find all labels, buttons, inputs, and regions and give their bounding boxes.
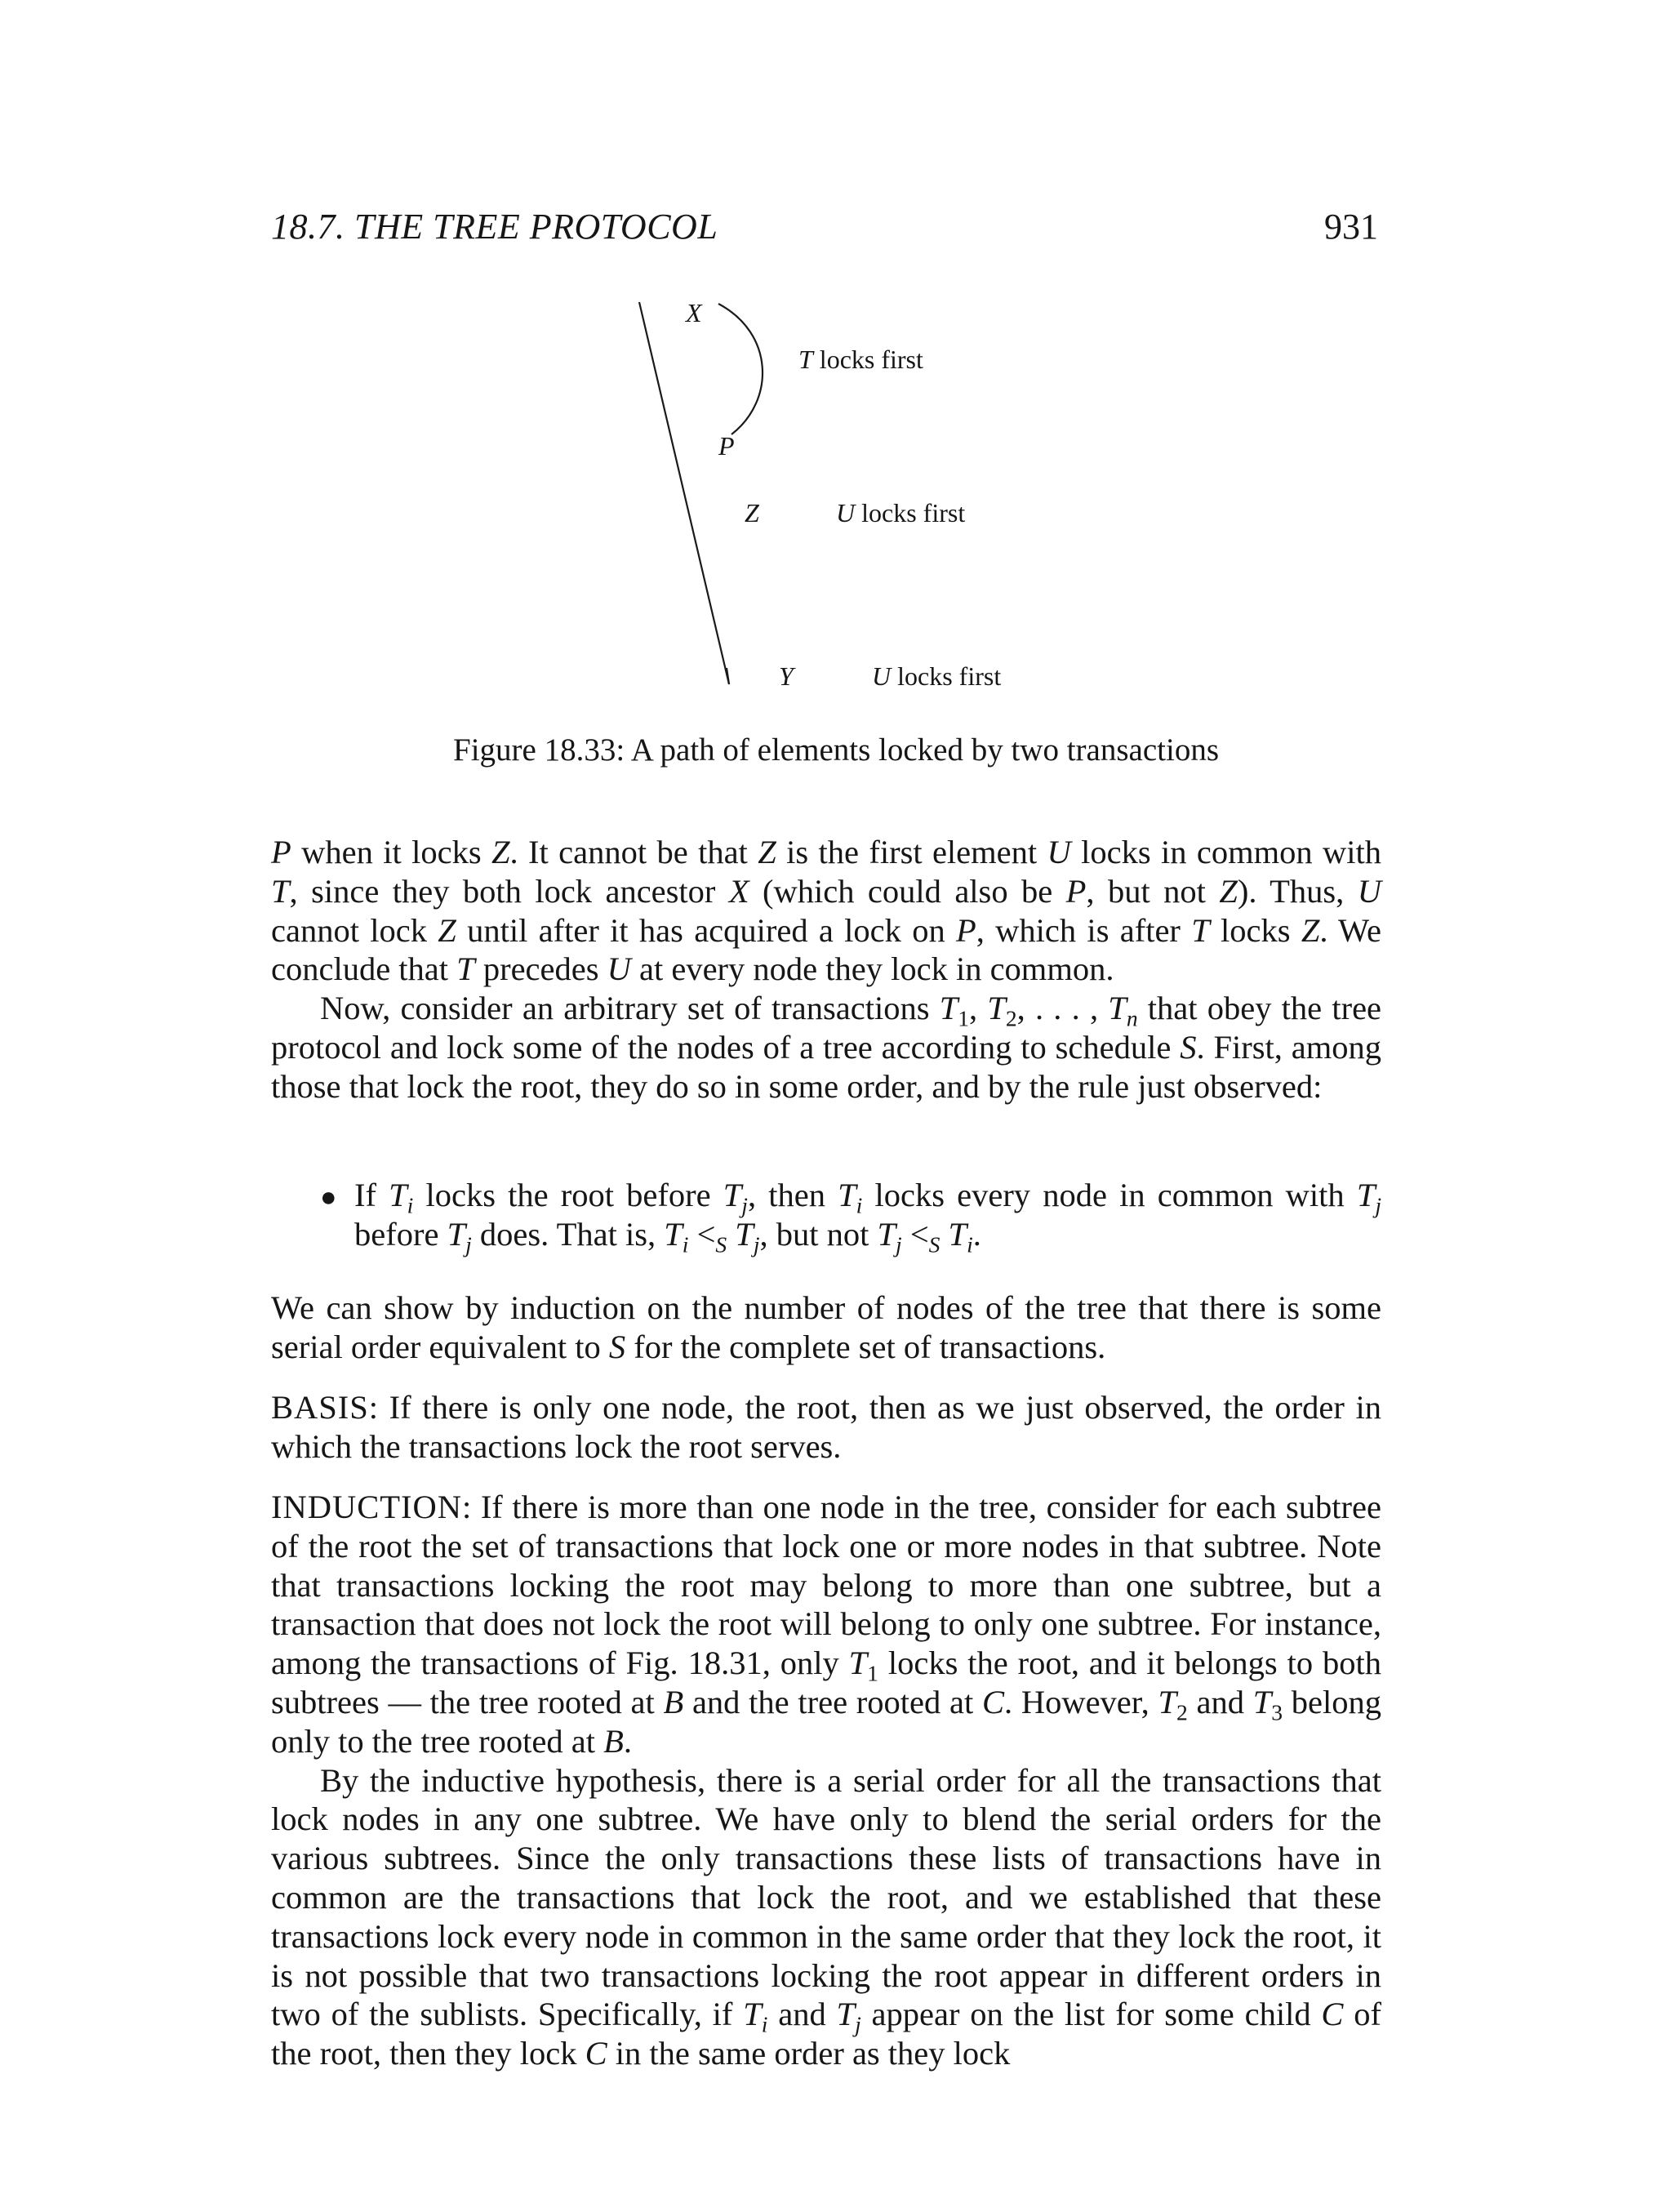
basis-paragraph <box>271 1388 1381 1467</box>
basis-text: : If there is only one node, the root, then as we just observed, the order in which the transactions lock the root serves. <box>271 1389 1381 1465</box>
induction-text: : If there is more than one node in the tree, consider for each subtree of the root the set of transactions that lock one or more nodes in that subtree. Note that transactions locking the root may belong to more than one subtree, but a transaction that does not lock the root will belong to only one subtree. For instance, among the transactions of Fig. 18.31, only <box>271 1489 1381 1682</box>
figure-caption: Figure 18.33: A path of elements locked by two transactions <box>453 732 1219 768</box>
annotation-u-locks-first-z: U locks first <box>836 498 966 527</box>
induction-label: INDUCTION <box>271 1489 462 1525</box>
node-label-y: Y <box>779 661 794 691</box>
node-label-z: Z <box>745 498 759 527</box>
path-line <box>639 302 729 684</box>
annotation-t-locks-first: T locks first <box>798 345 923 374</box>
y-tick <box>727 668 729 684</box>
node-label-x: X <box>686 298 702 327</box>
basis-label: BASIS <box>271 1389 369 1426</box>
proof-paragraph: P when it locks Z. It cannot be that Z is the first element U locks in common with T, since they both lock ancestor X (which could also be P, but not Z). Thus, U cannot lock Z until after it has acquired a lock on P, which is after T locks Z. We conclude that T precedes U at every node they lock in common. Now, consider an arbitrary set of transactions $T_1$, $T_2$, . . . , $T_n$ that obey the tree protocol and lock some of the nodes of a tree according to schedule S. First, among those that lock the root, they do so in some order, and by the rule just observed: <box>271 834 1382 1105</box>
page-number: 931 <box>1324 207 1378 247</box>
annotation-u-locks-first-y: U locks first <box>872 661 1002 691</box>
induction-paragraph: INDUCTION: If there is more than one node in the tree, consider for each subtree of the root the set of transactions that lock one or more nodes in that subtree. Note that transactions locking the root may belong to more than one subtree, but a transaction that does not lock the root will belong to only one subtree. For instance, among the transactions of Fig. 18.31, only $T_1$ locks the root, and it belongs to both subtrees — the tree rooted at B and the tree rooted at C. However, $T_2$ and $T_3$ belong only to the tree rooted at B. By the inductive hypothesis, there is a serial order for all the transactions that lock nodes in any one subtree. We have only to blend the serial orders for the various subtrees. Since the only transactions these lists of transactions have in common are the transactions that lock the root, and we established that these transactions lock every node in common in the same order that they lock the root, it is not possible that two transactions locking the root appear in different orders in two of the sublists. Specifically, if $T_i$ and $T_j$ appear on the list for some child C of the root, then they lock C in the same order as they lock <box>271 1489 1382 2072</box>
t-locks-arc <box>718 304 763 434</box>
node-label-p: P <box>718 431 735 461</box>
running-header: 18.7. THE TREE PROTOCOL <box>271 207 718 247</box>
induction-intro-paragraph: We can show by induction on the number of nodes of the tree that there is some serial order equivalent to S for the complete set of transactions. <box>271 1289 1381 1365</box>
bullet-marker: ● <box>320 1182 337 1213</box>
